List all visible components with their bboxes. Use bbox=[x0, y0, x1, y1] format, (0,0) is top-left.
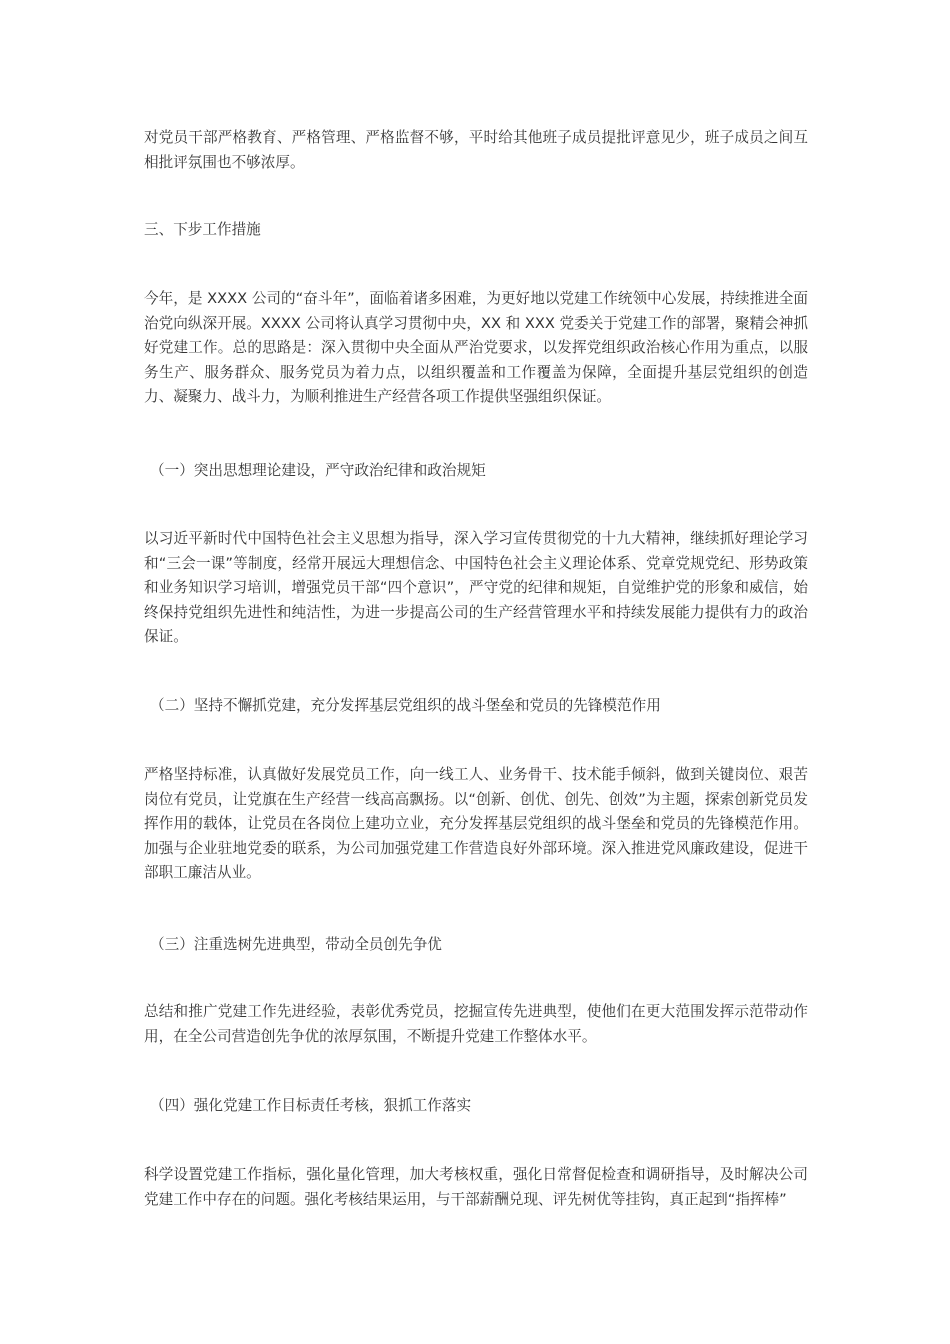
subsection-2-heading: （二）坚持不懈抓党建，充分发挥基层党组织的战斗堡垒和党员的先锋模范作用 bbox=[150, 697, 661, 714]
intro-paragraph: 对党员干部严格教育、严格管理、严格监督不够，平时给其他班子成员提批评意见少，班子成员之间互相批评氛围也不够浓厚。 bbox=[144, 129, 808, 171]
overview-paragraph: 今年，是 XXXX 公司的“奋斗年”，面临着诸多困难，为更好地以党建工作统领中心发展，持续推进全面治党向纵深开展。XXXX 公司将认真学习贯彻中央，XX 和 XXX 党委关于党建工作的部署，聚精会神抓好党建工作。总的思路是：深入贯彻中央全面从严治党要求，以发挥党组织政治核心作用为重点，以服务生产、服务群众、服务党员为着力点，以组织覆盖和工作覆盖为保障，全面提升基层党组织的创造力、凝聚力、战斗力，为顺利推进生产经营各项工作提供坚强组织保证。 bbox=[144, 290, 808, 405]
subsection-1-paragraph: 以习近平新时代中国特色社会主义思想为指导，深入学习宣传贯彻党的十九大精神，继续抓好理论学习和“三会一课”等制度，经常开展远大理想信念、中国特色社会主义理论体系、党章党规党纪、形势政策和业务知识学习培训，增强党员干部“四个意识”，严守党的纪律和规矩，自觉维护党的形象和威信，始终保持党组织先进性和纯洁性，为进一步提高公司的生产经营管理水平和持续发展能力提供有力的政治保证。 bbox=[144, 530, 808, 645]
subsection-1-heading: （一）突出思想理论建设，严守政治纪律和政治规矩 bbox=[150, 462, 486, 479]
section-3-heading: 三、下步工作措施 bbox=[144, 221, 261, 238]
subsection-2-paragraph: 严格坚持标准，认真做好发展党员工作，向一线工人、业务骨干、技术能手倾斜，做到关键岗位、艰苦岗位有党员，让党旗在生产经营一线高高飘扬。以“创新、创优、创先、创效”为主题，探索创新党员发挥作用的载体，让党员在各岗位上建功立业，充分发挥基层党组织的战斗堡垒和党员的先锋模范作用。加强与企业驻地党委的联系，为公司加强党建工作营造良好外部环境。深入推进党风廉政建设，促进干部职工廉洁从业。 bbox=[144, 766, 808, 881]
subsection-3-heading: （三）注重选树先进典型，带动全员创先争优 bbox=[150, 936, 442, 953]
subsection-4-paragraph: 科学设置党建工作指标，强化量化管理，加大考核权重，强化日常督促检查和调研指导，及时解决公司党建工作中存在的问题。强化考核结果运用，与干部薪酬兑现、评先树优等挂钩，真正起到“指挥棒” bbox=[144, 1166, 808, 1208]
subsection-4-heading: （四）强化党建工作目标责任考核，狠抓工作落实 bbox=[150, 1097, 472, 1114]
subsection-3-paragraph: 总结和推广党建工作先进经验，表彰优秀党员，挖掘宣传先进典型，使他们在更大范围发挥示范带动作用，在全公司营造创先争优的浓厚氛围，不断提升党建工作整体水平。 bbox=[144, 1003, 808, 1045]
